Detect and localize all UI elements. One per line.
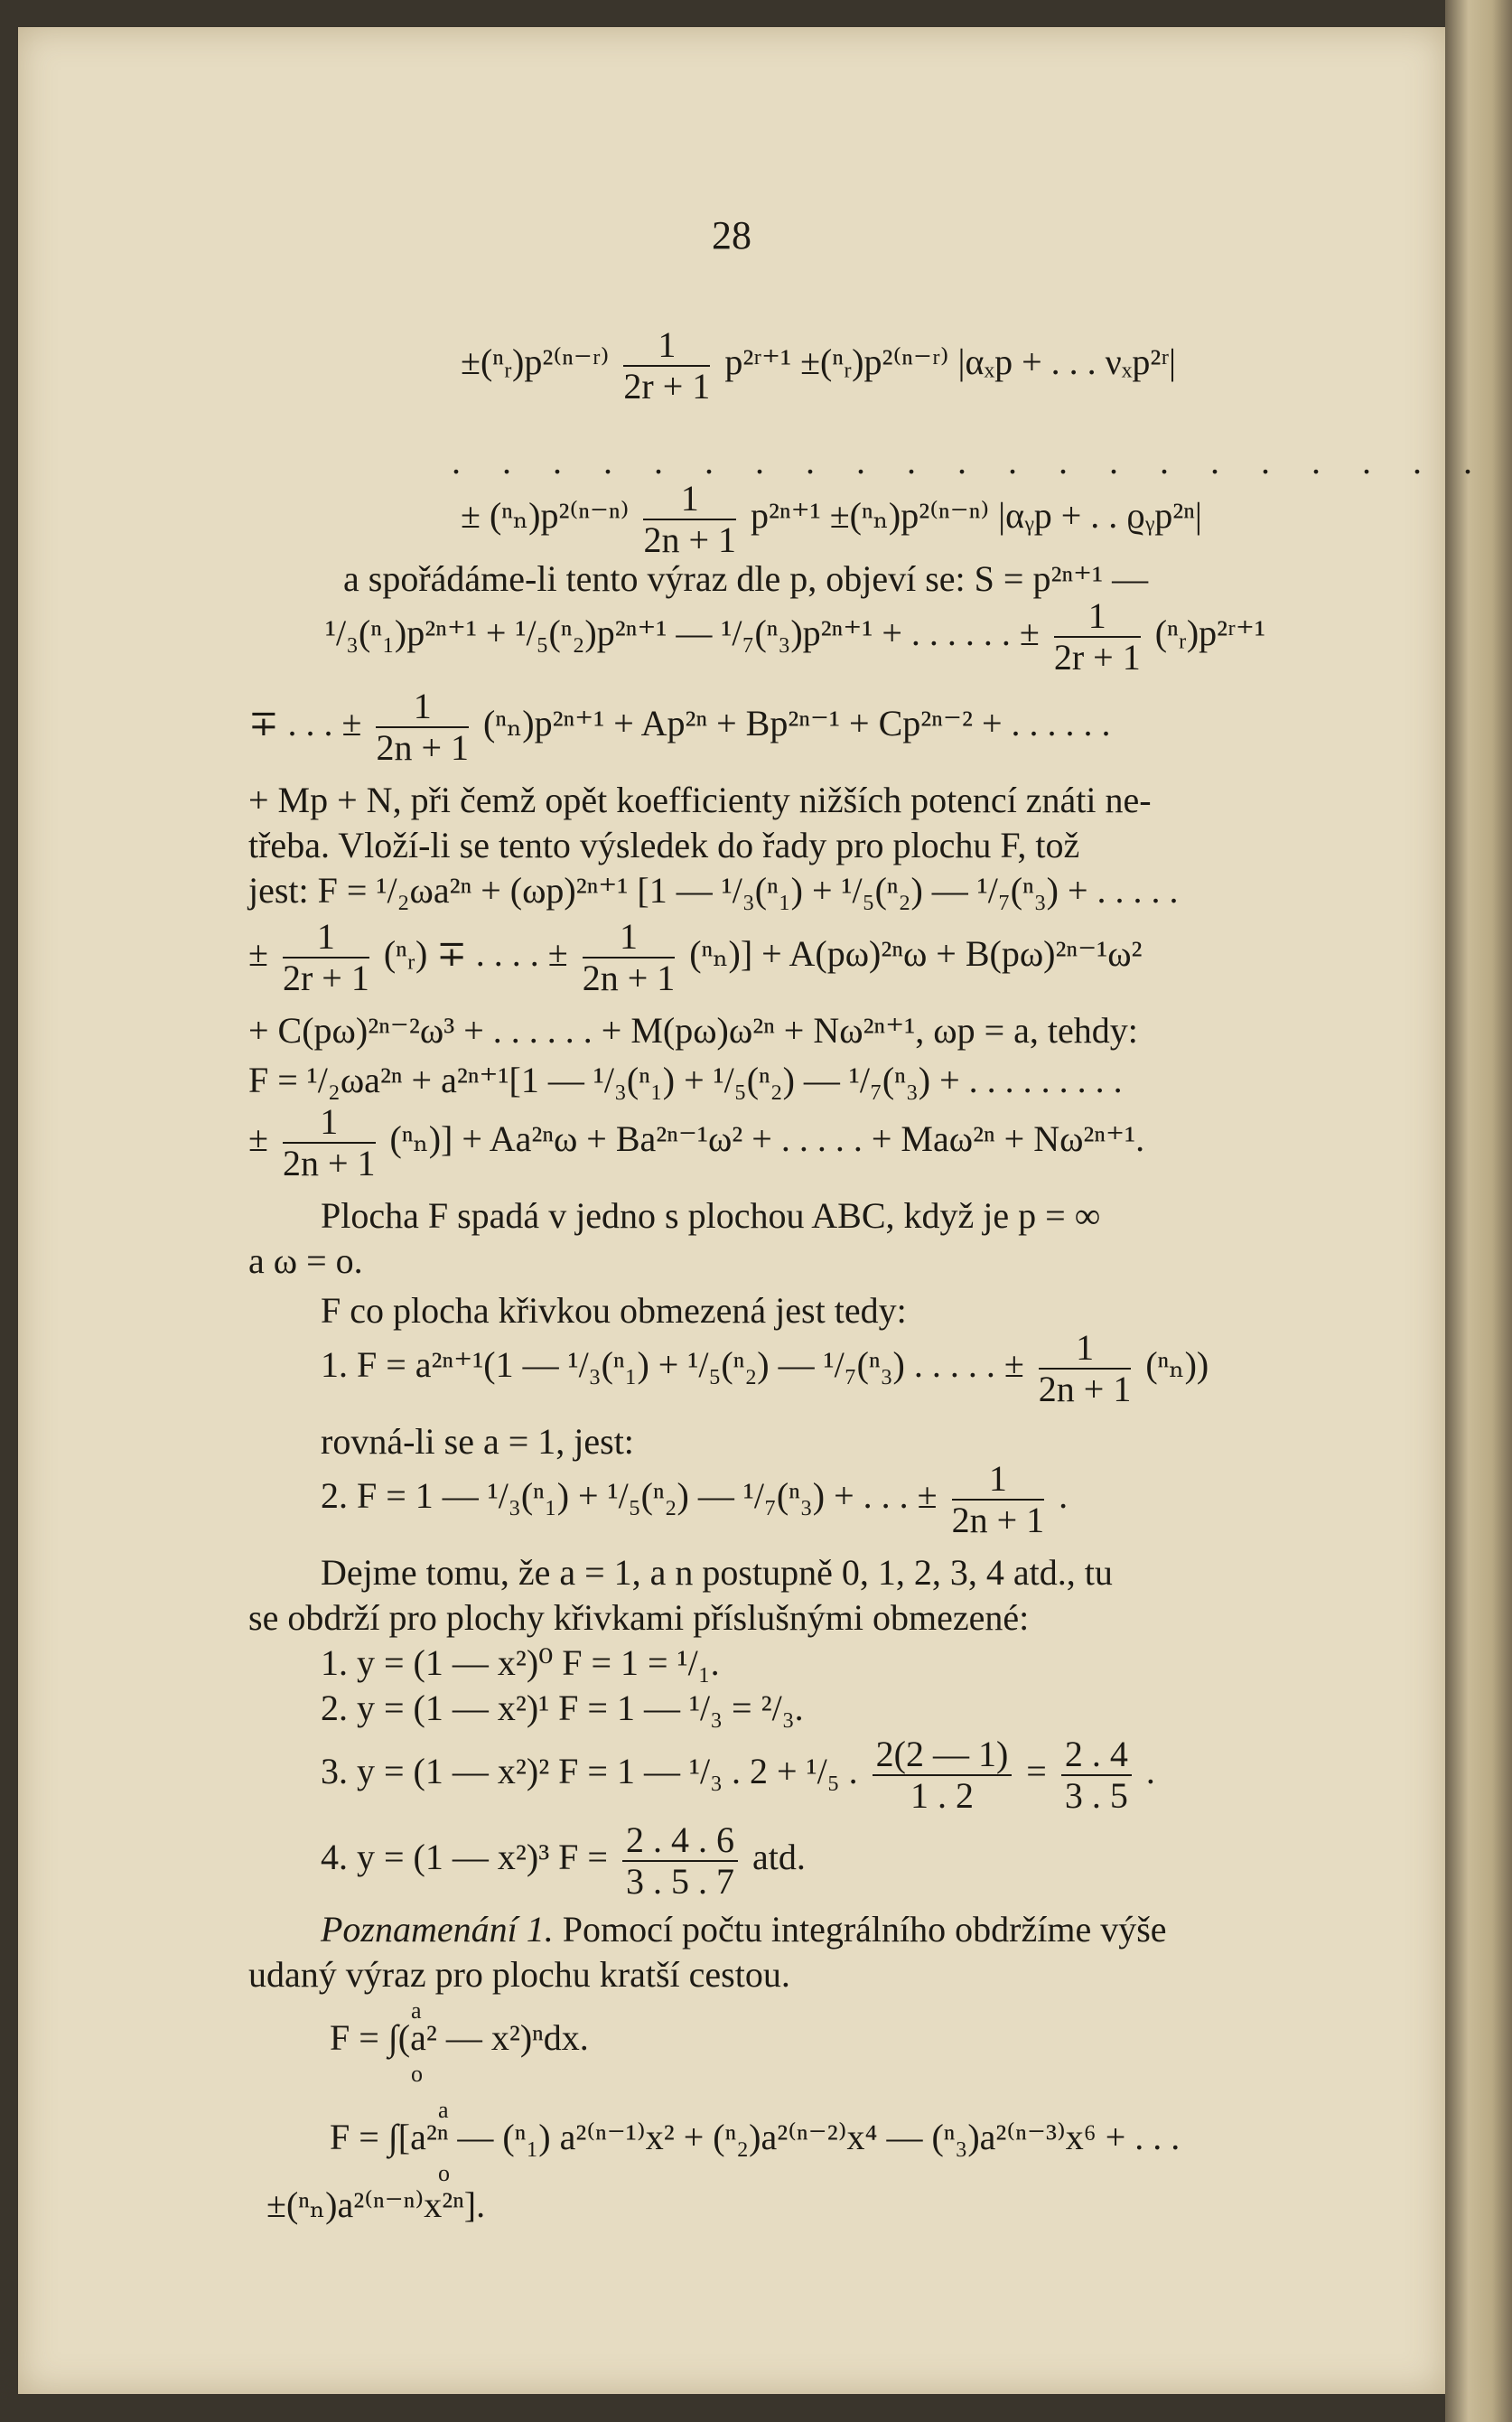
formula-term: ± (ⁿₙ)p²⁽ⁿ⁻ⁿ⁾ xyxy=(461,495,630,537)
dots-row: . . . . . . . . . . . . . . . . . . . . . xyxy=(452,441,1489,482)
fraction-numerator: 1 xyxy=(952,1459,1045,1501)
fraction-denominator: 2n + 1 xyxy=(376,727,470,768)
fraction-denominator: 2n + 1 xyxy=(643,519,737,560)
fraction-numerator: 1 xyxy=(1039,1328,1132,1370)
text-line: se obdrží pro plochy křivkami příslušnými obmezené: xyxy=(248,1597,1030,1638)
fraction-denominator: 2r + 1 xyxy=(282,958,369,998)
book-page xyxy=(18,27,1489,2394)
fraction-denominator: 3 . 5 . 7 xyxy=(626,1861,734,1902)
formula-term: (ⁿᵣ)p²ʳ⁺¹ xyxy=(1154,613,1265,654)
text-line: jest: F = ¹/₂ωa²ⁿ + (ωp)²ⁿ⁺¹ [1 — ¹/₃(ⁿ₁) + ¹/₅(ⁿ₂) — ¹/₇(ⁿ₃) + . . . . . xyxy=(248,870,1179,911)
formula-term: . xyxy=(1145,1751,1155,1792)
fraction xyxy=(283,1102,376,1183)
formula-line-24 xyxy=(321,1735,1155,1816)
fraction-numerator: 1 xyxy=(1054,596,1141,638)
fraction-denominator: 3 . 5 xyxy=(1064,1775,1128,1816)
formula-line-6 xyxy=(248,687,1111,768)
text-line: Plocha F spadá v jedno s plochou ABC, když je p = ∞ xyxy=(321,1195,1101,1236)
fraction-denominator: 2r + 1 xyxy=(623,366,711,407)
text-line: 2. y = (1 — x²)¹ F = 1 — ¹/₃ = ²/₃. xyxy=(321,1688,804,1728)
fraction xyxy=(1054,596,1141,678)
formula-term: ± xyxy=(248,933,268,975)
remark-line xyxy=(321,1906,1167,1953)
text-line: Dejme tomu, že a = 1, a n postupně 0, 1, 2, 3, 4 atd., tu xyxy=(321,1552,1113,1593)
integral-line-2: F = ∫[a²ⁿ — (ⁿ₁) a²⁽ⁿ⁻¹⁾x² + (ⁿ₂)a²⁽ⁿ⁻²⁾x⁴ — (ⁿ₃)a²⁽ⁿ⁻³⁾x⁶ + . . . xyxy=(330,2117,1181,2157)
fraction-denominator: 2n + 1 xyxy=(951,1500,1045,1540)
formula-term: (ⁿₙ)] + A(pω)²ⁿω + B(pω)²ⁿ⁻¹ω² xyxy=(689,933,1143,975)
formula-line-5 xyxy=(325,596,1265,678)
formula-term: atd. xyxy=(752,1837,806,1878)
fraction xyxy=(622,1820,738,1902)
fraction-denominator: 2r + 1 xyxy=(1053,637,1141,678)
fraction xyxy=(376,687,469,768)
fraction-denominator: 2n + 1 xyxy=(582,958,676,998)
formula-term: . xyxy=(1059,1475,1069,1517)
fraction xyxy=(283,917,369,998)
fraction-numerator: 1 xyxy=(643,479,736,520)
fraction-numerator: 1 xyxy=(583,917,676,959)
formula-term: ∓ . . . ± xyxy=(248,703,362,744)
formula-term: p²ʳ⁺¹ ±(ⁿᵣ)p²⁽ⁿ⁻ʳ⁾ |αₓp + . . . νₓp²ʳ| xyxy=(724,341,1177,383)
text-line: rovná-li se a = 1, jest: xyxy=(321,1421,634,1462)
fraction-denominator: 2n + 1 xyxy=(282,1143,376,1183)
text-line: F co plocha křivkou obmezená jest tedy: xyxy=(321,1290,907,1331)
formula-term: (ⁿₙ)) xyxy=(1145,1344,1209,1386)
formula-term: ¹/₃(ⁿ₁)p²ⁿ⁺¹ + ¹/₅(ⁿ₂)p²ⁿ⁺¹ — ¹/₇(ⁿ₃)p²ⁿ⁺¹ + . . . . . . ± xyxy=(325,613,1040,654)
text-line: + C(pω)²ⁿ⁻²ω³ + . . . . . . + M(pω)ω²ⁿ + Nω²ⁿ⁺¹, ωp = a, tehdy: xyxy=(248,1010,1138,1051)
text-line: třeba. Vloží-li se tento výsledek do řady pro plochu F, tož xyxy=(248,825,1080,865)
fraction xyxy=(952,1459,1045,1540)
text-line: a ω = o. xyxy=(248,1240,363,1281)
formula-term: = xyxy=(1026,1751,1047,1792)
text-line: F = ¹/₂ωa²ⁿ + a²ⁿ⁺¹[1 — ¹/₃(ⁿ₁) + ¹/₅(ⁿ₂) — ¹/₇(ⁿ₃) + . . . . . . . . . xyxy=(248,1060,1123,1100)
formula-line-13 xyxy=(248,1102,1144,1183)
fraction xyxy=(1061,1735,1132,1816)
formula-term: ± xyxy=(248,1118,268,1160)
formula-line-25 xyxy=(321,1820,806,1902)
integral-upper-limit: a xyxy=(411,1997,422,2024)
formula-line-17 xyxy=(321,1328,1209,1409)
fraction-numerator: 1 xyxy=(283,917,369,959)
formula-term: (ⁿₙ)p²ⁿ⁺¹ + Ap²ⁿ + Bp²ⁿ⁻¹ + Cp²ⁿ⁻² + . . . . . . xyxy=(483,703,1111,744)
fraction-numerator: 1 xyxy=(283,1102,376,1144)
fraction-numerator: 2 . 4 . 6 xyxy=(622,1820,738,1862)
fraction-numerator: 2(2 — 1) xyxy=(873,1735,1013,1776)
fraction xyxy=(583,917,676,998)
formula-term: ±(ⁿᵣ)p²⁽ⁿ⁻ʳ⁾ xyxy=(461,341,610,383)
formula-line-19 xyxy=(321,1459,1068,1540)
integral-upper-limit: a xyxy=(438,2097,449,2123)
fraction xyxy=(873,1735,1013,1816)
integral-lower-limit: o xyxy=(411,2061,423,2087)
text-line: 1. y = (1 — x²)⁰ F = 1 = ¹/₁. xyxy=(321,1642,720,1683)
formula-term: 4. y = (1 — x²)³ F = xyxy=(321,1837,608,1878)
fraction-numerator: 1 xyxy=(376,687,469,728)
formula-line-30: ±(ⁿₙ)a²⁽ⁿ⁻ⁿ⁾x²ⁿ]. xyxy=(266,2184,486,2225)
formula-term: 2. F = 1 — ¹/₃(ⁿ₁) + ¹/₅(ⁿ₂) — ¹/₇(ⁿ₃) + . . . ± xyxy=(321,1475,938,1517)
page-number: 28 xyxy=(712,213,751,257)
formula-term: (ⁿᵣ) ∓ . . . . ± xyxy=(383,933,568,975)
fraction-numerator: 2 . 4 xyxy=(1061,1735,1132,1776)
integral-lower-limit: o xyxy=(438,2160,450,2186)
formula-term: 1. F = a²ⁿ⁺¹(1 — ¹/₃(ⁿ₁) + ¹/₅(ⁿ₂) — ¹/₇(ⁿ₃) . . . . . ± xyxy=(321,1344,1024,1386)
text-line: a spořádáme-li tento výraz dle p, objeví se: S = p²ⁿ⁺¹ — xyxy=(343,558,1149,599)
fraction-numerator: 1 xyxy=(623,325,710,367)
fraction xyxy=(623,325,710,407)
integral-line-1: F = ∫(a² — x²)ⁿdx. xyxy=(330,2017,589,2058)
fraction xyxy=(643,479,736,560)
remark-text: Pomocí počtu integrálního obdržíme výše xyxy=(562,1909,1167,1950)
fraction-denominator: 1 . 2 xyxy=(910,1775,974,1816)
fraction xyxy=(1039,1328,1132,1409)
formula-term: 3. y = (1 — x²)² F = 1 — ¹/₃ . 2 + ¹/₅ . xyxy=(321,1751,858,1792)
book-spine xyxy=(1445,0,1512,2422)
formula-term: p²ⁿ⁺¹ ±(ⁿₙ)p²⁽ⁿ⁻ⁿ⁾ |αᵧp + . . ϱᵧp²ⁿ| xyxy=(751,495,1202,537)
text-line: udaný výraz pro plochu kratší cestou. xyxy=(248,1954,790,1995)
formula-line-1 xyxy=(461,325,1176,407)
formula-line-3 xyxy=(461,479,1202,560)
text-line: + Mp + N, při čemž opět koefficienty nižších potencí znáti ne- xyxy=(248,780,1152,820)
remark-label: Poznamenání 1. xyxy=(321,1909,554,1950)
fraction-denominator: 2n + 1 xyxy=(1038,1369,1132,1409)
formula-term: (ⁿₙ)] + Aa²ⁿω + Ba²ⁿ⁻¹ω² + . . . . . + Maω²ⁿ + Nω²ⁿ⁺¹. xyxy=(389,1118,1145,1160)
formula-line-10 xyxy=(248,917,1143,998)
